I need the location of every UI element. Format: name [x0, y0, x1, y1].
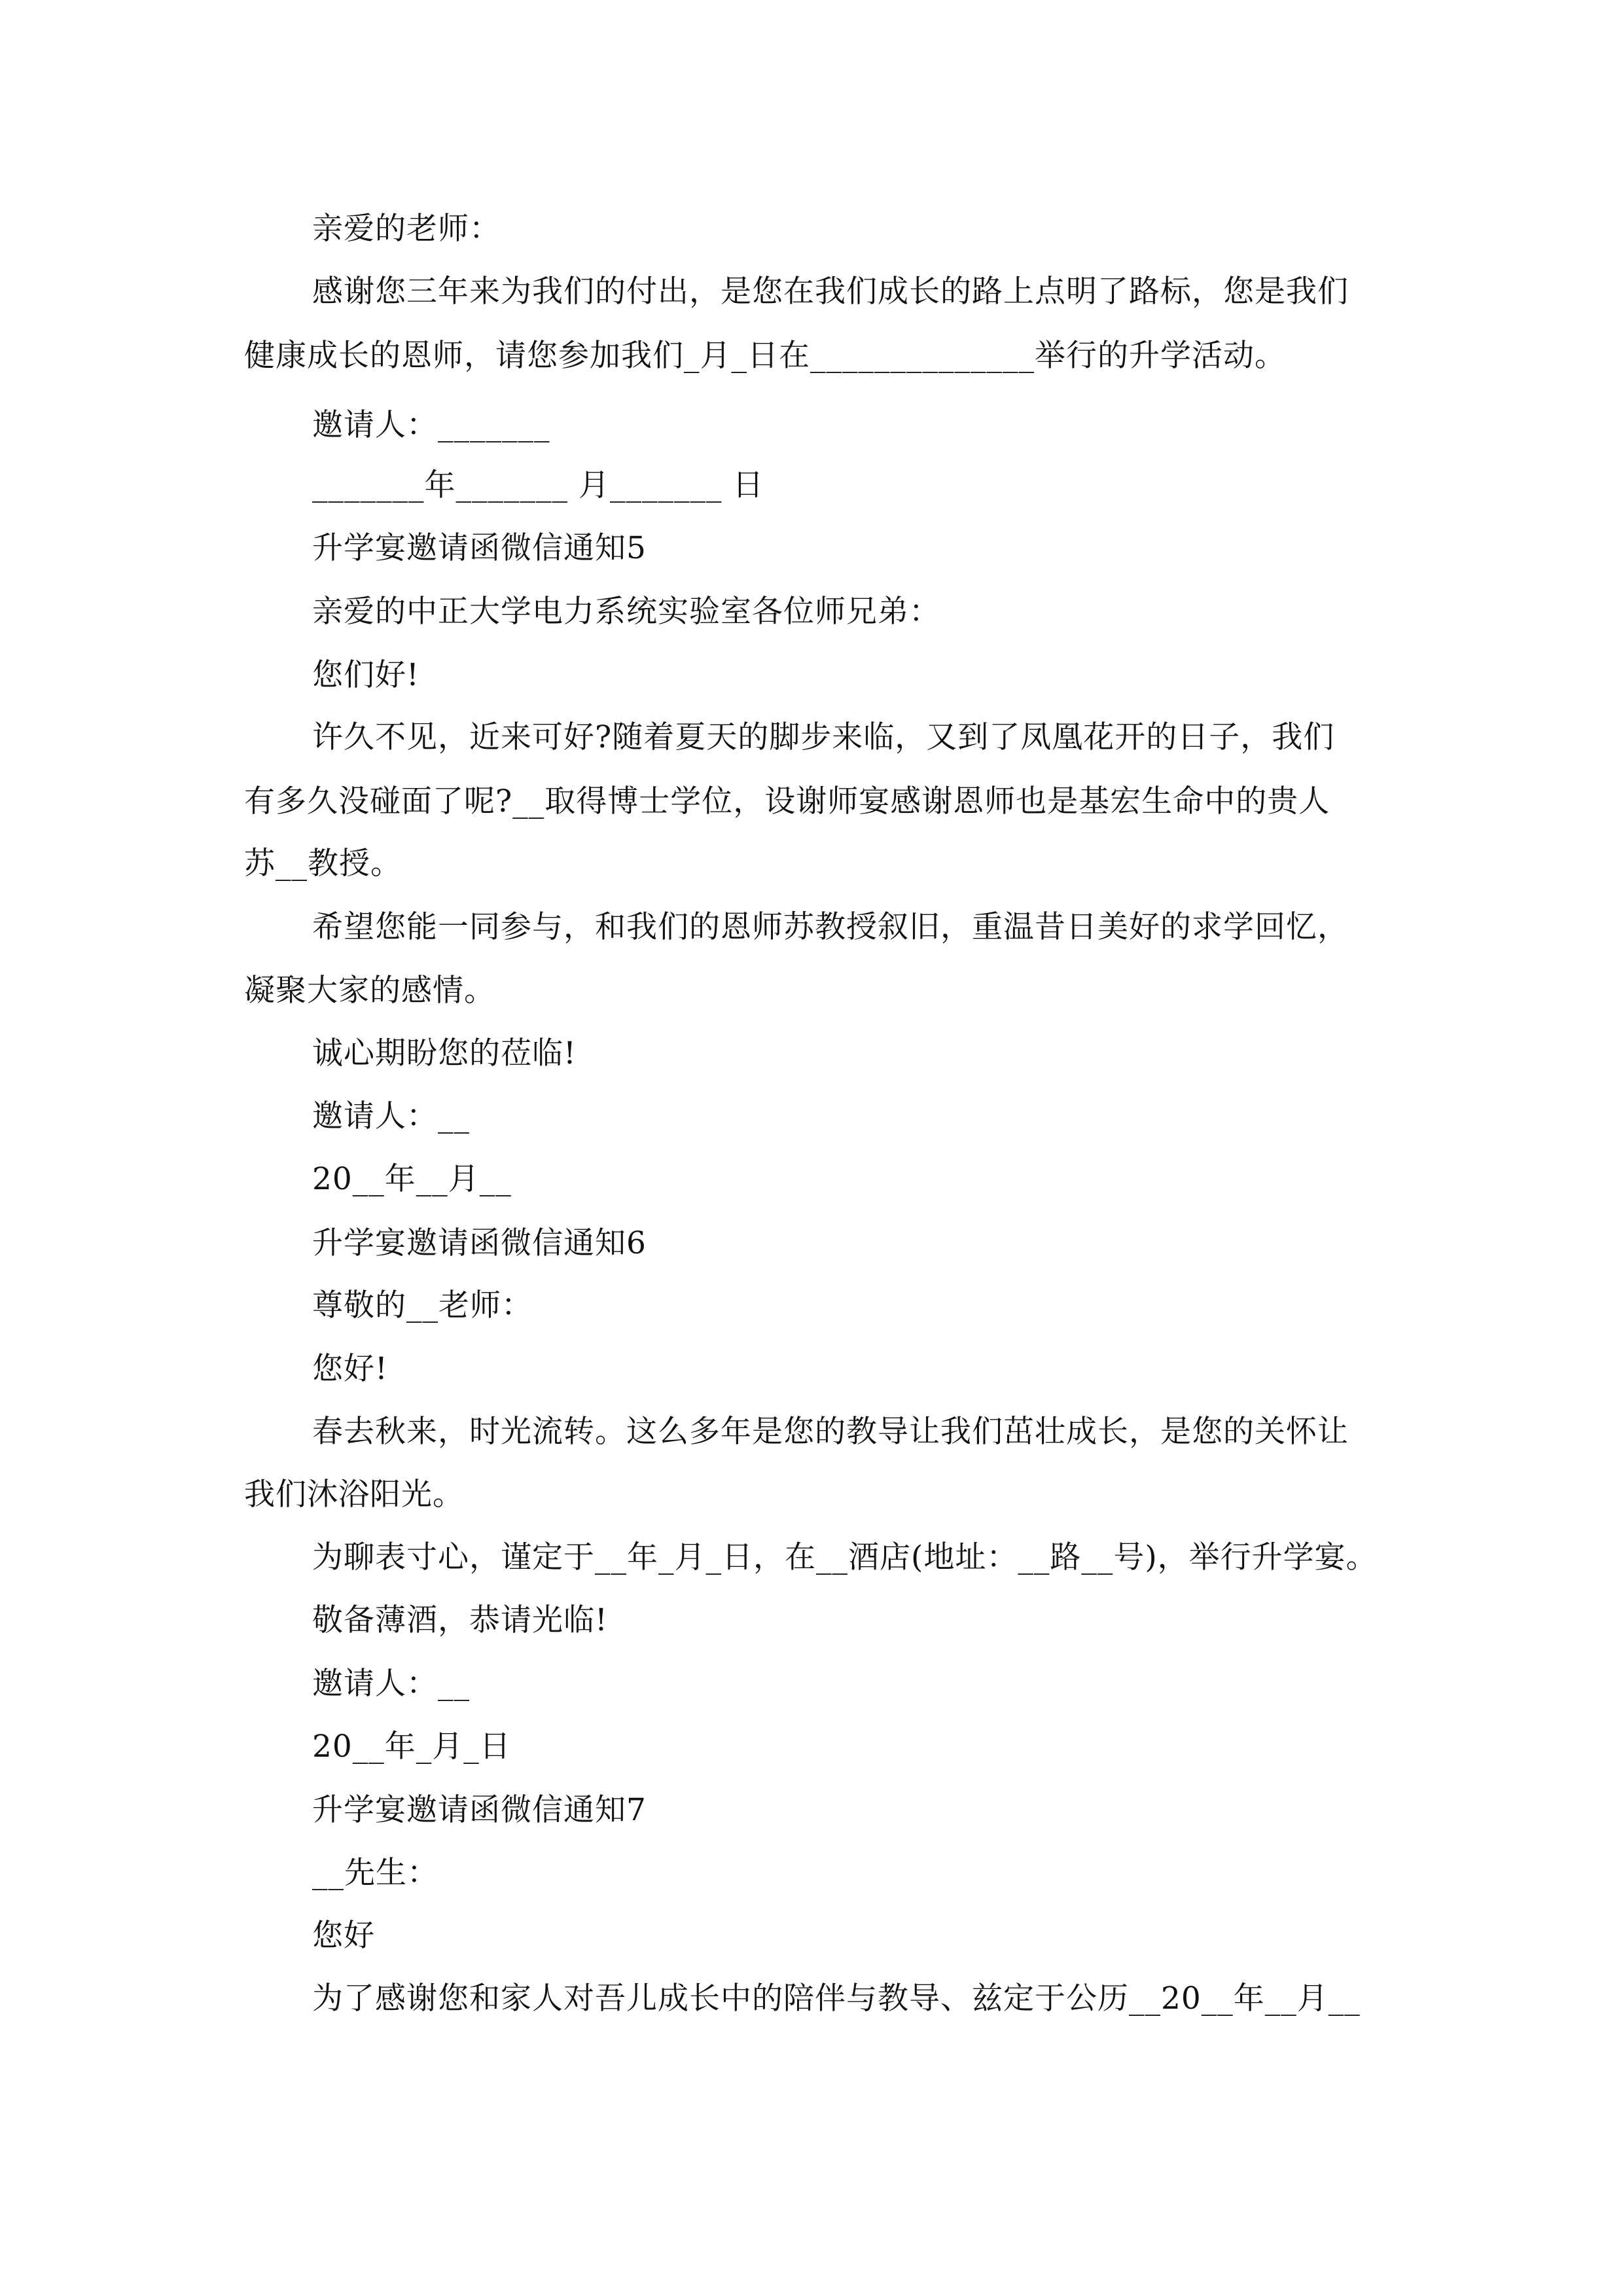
paragraph-line: 希望您能一同参与，和我们的恩师苏教授叙旧，重温昔日美好的求学回忆， — [312, 909, 1349, 945]
paragraph-line: 敬备薄酒，恭请光临! — [312, 1602, 608, 1638]
paragraph-line: 我们沐浴阳光。 — [244, 1477, 464, 1513]
inviter-line: 邀请人：__ — [312, 1098, 470, 1134]
greeting: 您好 — [312, 1918, 375, 1954]
salutation: 亲爱的老师： — [312, 211, 501, 247]
paragraph-line: 苏__教授。 — [244, 846, 402, 882]
paragraph-line: 感谢您三年来为我们的付出，是您在我们成长的路上点明了路标，您是我们 — [312, 274, 1349, 310]
date-line: 20__年__月__ — [312, 1161, 512, 1197]
paragraph-line: 凝聚大家的感情。 — [244, 973, 495, 1009]
paragraph-line: 诚心期盼您的莅临! — [312, 1035, 577, 1071]
paragraph-line: 春去秋来，时光流转。这么多年是您的教导让我们茁壮成长，是您的关怀让 — [312, 1414, 1349, 1450]
salutation: 亲爱的中正大学电力系统实验室各位师兄弟： — [312, 594, 940, 630]
section-heading: 升学宴邀请函微信通知6 — [312, 1225, 647, 1261]
salutation: __先生： — [312, 1855, 438, 1891]
paragraph-line: 为了感谢您和家人对吾儿成长中的陪伴与教导、兹定于公历__20__年__月__ — [312, 1981, 1361, 2017]
paragraph-line: 为聊表寸心，谨定于__年_月_日，在__酒店(地址：__路__号)，举行升学宴。 — [312, 1539, 1378, 1575]
salutation: 尊敬的__老师： — [312, 1287, 533, 1323]
date-line: 20__年_月_日 — [312, 1729, 511, 1765]
paragraph-line: 健康成长的恩师，请您参加我们_月_日在______________举行的升学活动。 — [244, 338, 1286, 374]
greeting: 您们好! — [312, 657, 419, 693]
inviter-line: 邀请人：_______ — [312, 407, 550, 443]
date-line: _______年_______ 月_______ 日 — [312, 467, 764, 503]
inviter-line: 邀请人：__ — [312, 1666, 470, 1702]
section-heading: 升学宴邀请函微信通知5 — [312, 530, 647, 566]
paragraph-line: 许久不见，近来可好?随着夏天的脚步来临，又到了凤凰花开的日子，我们 — [312, 719, 1335, 755]
section-heading: 升学宴邀请函微信通知7 — [312, 1792, 647, 1828]
paragraph-line: 有多久没碰面了呢?__取得博士学位，设谢师宴感谢恩师也是基宏生命中的贵人 — [244, 783, 1330, 819]
greeting: 您好! — [312, 1351, 388, 1387]
